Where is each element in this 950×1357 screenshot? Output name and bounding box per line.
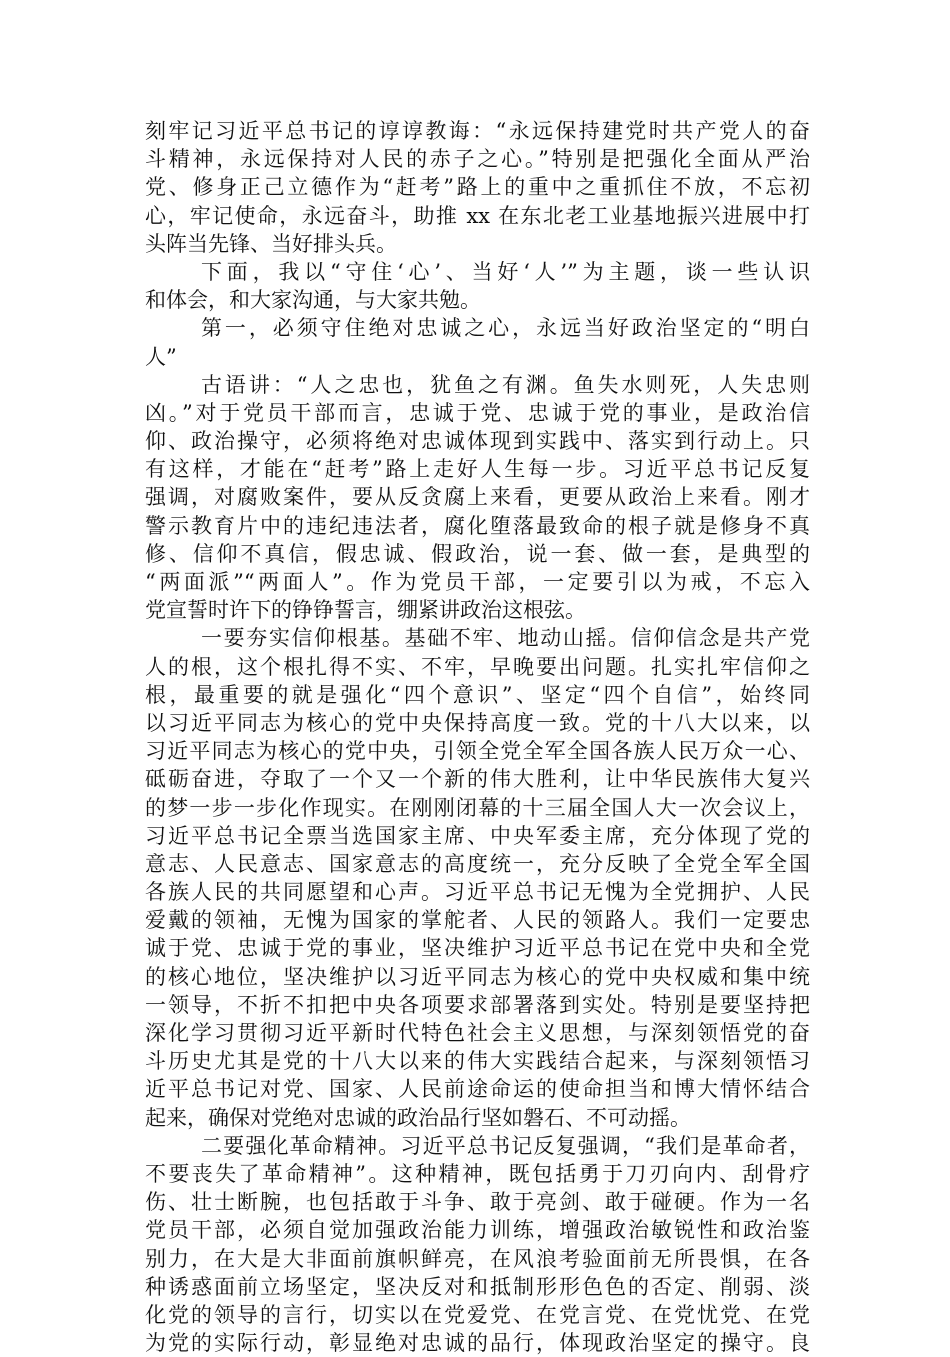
paragraph-5-line-4: 以习近平同志为核心的党中央保持高度一致。党的十八大以来，以 <box>145 710 810 735</box>
paragraph-5-line-17: 近平总书记对党、国家、人民前途命运的使命担当和博大情怀结合 <box>145 1077 810 1102</box>
paragraph-5-line-2: 人的根，这个根扎得不实、不牢，早晚要出问题。扎实扎牢信仰之 <box>145 654 810 679</box>
paragraph-1-line-1: 刻牢记习近平总书记的谆谆教诲：“永远保持建党时共产党人的奋 <box>145 119 810 143</box>
paragraph-5-line-9: 意志、人民意志、国家意志的高度统一，充分反映了全党全军全国 <box>145 851 810 876</box>
paragraph-6-line-3: 伤、壮士断腕，也包括敢于斗争、敢于亮剑、敢于碰硬。作为一名 <box>145 1190 810 1215</box>
paragraph-6-line-7: 化党的领导的言行，切实以在党爱党、在党言党、在党忧党、在党 <box>145 1302 810 1327</box>
paragraph-1-line-3: 党、修身正己立德作为“赶考”路上的重中之重抓住不放，不忘初 <box>145 175 810 200</box>
paragraph-4-line-1: 古语讲：“人之忠也，犹鱼之有渊。鱼失水则死，人失忠则 <box>201 372 810 397</box>
paragraph-4-line-5: 强调，对腐败案件，要从反贪腐上来看，更要从政治上来看。刚才 <box>145 485 810 510</box>
paragraph-4-line-4: 有这样，才能在“赶考”路上走好人生每一步。习近平总书记反复 <box>145 457 810 482</box>
paragraph-6-line-8: 为党的实际行动，彰显绝对忠诚的品行，体现政治坚定的操守。良 <box>145 1331 810 1356</box>
paragraph-6-line-4: 党员干部，必须自觉加强政治能力训练，增强政治敏锐性和政治鉴 <box>145 1218 810 1243</box>
section-heading-line-1: 第一，必须守住绝对忠诚之心，永远当好政治坚定的“明白 <box>201 316 810 341</box>
paragraph-5-line-16: 斗历史尤其是党的十八大以来的伟大实践结合起来，与深刻领悟习 <box>145 1049 810 1074</box>
paragraph-5-line-10: 各族人民的共同愿望和心声。习近平总书记无愧为全党拥护、人民 <box>145 880 810 905</box>
paragraph-5-line-5: 习近平同志为核心的党中央，引领全党全军全国各族人民万众一心、 <box>145 739 810 764</box>
paragraph-5-line-7: 的梦一步一步化作现实。在刚刚闭幕的十三届全国人大一次会议上， <box>145 795 810 820</box>
paragraph-5-line-18: 起来，确保对党绝对忠诚的政治品行坚如磐石、不可动摇。 <box>145 1105 691 1130</box>
paragraph-5-line-15: 深化学习贯彻习近平新时代特色社会主义思想，与深刻领悟党的奋 <box>145 1021 810 1045</box>
paragraph-1-line-5: 头阵当先锋、当好排头兵。 <box>145 231 397 256</box>
paragraph-5-line-1: 一要夯实信仰根基。基础不牢、地动山摇。信仰信念是共产党 <box>201 626 810 651</box>
paragraph-2-line-2: 和体会，和大家沟通，与大家共勉。 <box>145 288 481 313</box>
paragraph-6-line-6: 种诱惑面前立场坚定，坚决反对和抵制形形色色的否定、削弱、淡 <box>145 1274 810 1299</box>
paragraph-5-line-8: 习近平总书记全票当选国家主席、中央军委主席，充分体现了党的 <box>145 823 810 848</box>
paragraph-6-line-5: 别力，在大是大非面前旗帜鲜亮，在风浪考验面前无所畏惧，在各 <box>145 1246 810 1271</box>
paragraph-5-line-13: 的核心地位，坚决维护以习近平同志为核心的党中央权威和集中统 <box>145 964 810 989</box>
paragraph-4-line-8: “两面派”“两面人”。作为党员干部，一定要引以为戒，不忘入 <box>145 570 810 594</box>
paragraph-4-line-6: 警示教育片中的违纪违法者，腐化堕落最致命的根子就是修身不真 <box>145 513 810 538</box>
section-heading-line-2: 人” <box>145 344 177 369</box>
paragraph-1-line-2: 斗精神，永远保持对人民的赤子之心。”特别是把强化全面从严治 <box>145 147 810 172</box>
paragraph-5-line-6: 砥砺奋进，夺取了一个又一个新的伟大胜利，让中华民族伟大复兴 <box>145 767 810 792</box>
paragraph-5-line-11: 爱戴的领袖，无愧为国家的掌舵者、人民的领路人。我们一定要忠 <box>145 908 810 933</box>
paragraph-4-line-3: 仰、政治操守，必须将绝对忠诚体现到实践中、落实到行动上。只 <box>145 429 810 454</box>
paragraph-4-line-2: 凶。”对于党员干部而言，忠诚于党、忠诚于党的事业，是政治信 <box>145 400 810 425</box>
paragraph-5-line-3: 根，最重要的就是强化“四个意识”、坚定“四个自信”，始终同 <box>145 682 810 707</box>
paragraph-6-line-2: 不要丧失了革命精神”。这种精神，既包括勇于刀刃向内、刮骨疗 <box>145 1161 810 1186</box>
paragraph-4-line-7: 修、信仰不真信，假忠诚、假政治，说一套、做一套，是典型的 <box>145 541 810 566</box>
paragraph-1-line-4: 心，牢记使命，永远奋斗，助推 xx 在东北老工业基地振兴进展中打 <box>145 203 810 228</box>
paragraph-4-line-9: 党宣誓时许下的铮铮誓言，绷紧讲政治这根弦。 <box>145 598 586 623</box>
document-body <box>145 117 810 1357</box>
paragraph-5-line-12: 诚于党、忠诚于党的事业，坚决维护习近平总书记在党中央和全党 <box>145 936 810 961</box>
paragraph-2-line-1: 下面，我以“守住‘心’、当好‘人’”为主题，谈一些认识 <box>201 259 810 284</box>
paragraph-6-line-1: 二要强化革命精神。习近平总书记反复强调，“我们是革命者， <box>201 1133 810 1158</box>
paragraph-5-line-14: 一领导，不折不扣把中央各项要求部署落到实处。特别是要坚持把 <box>145 992 810 1017</box>
